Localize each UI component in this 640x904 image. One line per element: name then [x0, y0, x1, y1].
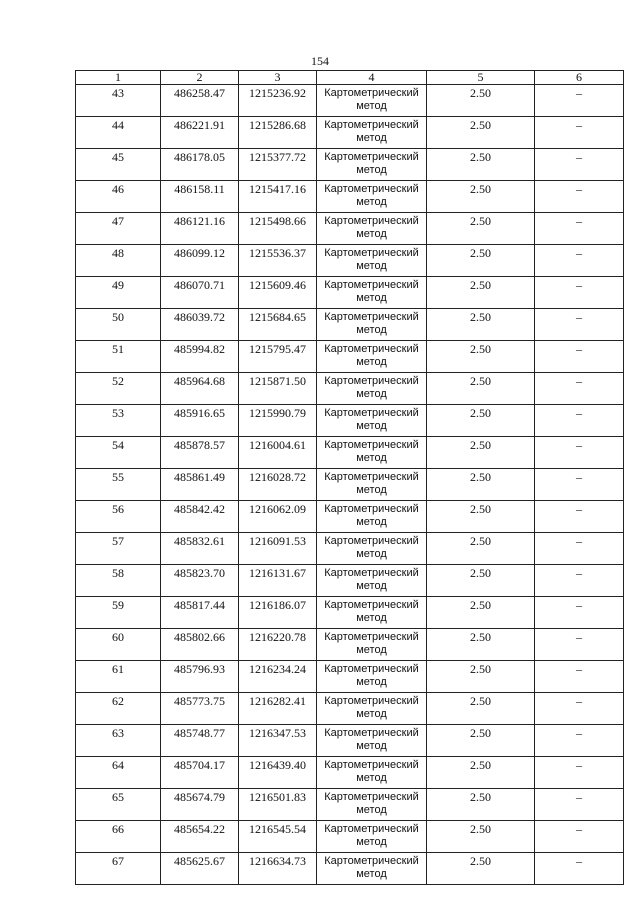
method-text: Картометрический — [324, 759, 419, 771]
table-row — [76, 149, 624, 181]
table-row — [76, 405, 624, 437]
y-coordinate-cell: 1215684.65 — [239, 309, 317, 341]
note-cell: – — [535, 309, 624, 341]
note-cell: – — [535, 853, 624, 885]
point-number-cell: 58 — [76, 565, 161, 597]
y-coordinate-cell: 1216545.54 — [239, 821, 317, 853]
note-cell: – — [535, 85, 624, 117]
method-text: Картометрический — [324, 855, 419, 867]
point-number-cell: 62 — [76, 693, 161, 725]
x-coordinate-cell: 485796.93 — [161, 661, 239, 693]
x-coordinate-cell: 485817.44 — [161, 597, 239, 629]
method-text: Картометрический — [324, 247, 419, 259]
point-number-cell: 51 — [76, 341, 161, 373]
table-row — [76, 501, 624, 533]
method-cell — [317, 469, 427, 501]
method-text: метод — [356, 708, 387, 720]
method-cell — [317, 405, 427, 437]
accuracy-cell: 2.50 — [427, 149, 535, 181]
method-text: метод — [356, 580, 387, 592]
method-text: Картометрический — [324, 727, 419, 739]
method-text: Картометрический — [324, 663, 419, 675]
accuracy-cell: 2.50 — [427, 565, 535, 597]
x-coordinate-cell: 485802.66 — [161, 629, 239, 661]
table-row — [76, 85, 624, 117]
y-coordinate-cell: 1216282.41 — [239, 693, 317, 725]
accuracy-cell: 2.50 — [427, 245, 535, 277]
y-coordinate-cell: 1216091.53 — [239, 533, 317, 565]
point-number-cell: 50 — [76, 309, 161, 341]
y-coordinate-cell: 1215286.68 — [239, 117, 317, 149]
note-cell: – — [535, 725, 624, 757]
method-text: метод — [356, 100, 387, 112]
point-number-cell: 46 — [76, 181, 161, 213]
point-number-cell: 64 — [76, 757, 161, 789]
note-cell: – — [535, 629, 624, 661]
method-text: Картометрический — [324, 823, 419, 835]
method-text: метод — [356, 772, 387, 784]
note-cell: – — [535, 533, 624, 565]
method-text: метод — [356, 740, 387, 752]
y-coordinate-cell: 1216004.61 — [239, 437, 317, 469]
method-text: Картометрический — [324, 215, 419, 227]
x-coordinate-cell: 486258.47 — [161, 85, 239, 117]
method-text: метод — [356, 420, 387, 432]
method-text: метод — [356, 356, 387, 368]
x-coordinate-cell: 485916.65 — [161, 405, 239, 437]
method-text: Картометрический — [324, 343, 419, 355]
x-coordinate-cell: 485964.68 — [161, 373, 239, 405]
table-row — [76, 533, 624, 565]
accuracy-cell: 2.50 — [427, 757, 535, 789]
y-coordinate-cell: 1216634.73 — [239, 853, 317, 885]
method-text: метод — [356, 260, 387, 272]
note-cell: – — [535, 213, 624, 245]
note-cell: – — [535, 693, 624, 725]
accuracy-cell: 2.50 — [427, 693, 535, 725]
note-cell: – — [535, 597, 624, 629]
table-row — [76, 341, 624, 373]
point-number-cell: 52 — [76, 373, 161, 405]
method-text: Картометрический — [324, 375, 419, 387]
table-row — [76, 181, 624, 213]
note-cell: – — [535, 405, 624, 437]
x-coordinate-cell: 486221.91 — [161, 117, 239, 149]
accuracy-cell: 2.50 — [427, 629, 535, 661]
y-coordinate-cell: 1215795.47 — [239, 341, 317, 373]
table-row — [76, 309, 624, 341]
x-coordinate-cell: 486121.16 — [161, 213, 239, 245]
x-coordinate-cell: 486099.12 — [161, 245, 239, 277]
accuracy-cell: 2.50 — [427, 821, 535, 853]
note-cell: – — [535, 117, 624, 149]
method-cell — [317, 533, 427, 565]
note-cell: – — [535, 277, 624, 309]
accuracy-cell: 2.50 — [427, 85, 535, 117]
method-text: метод — [356, 164, 387, 176]
accuracy-cell: 2.50 — [427, 341, 535, 373]
note-cell: – — [535, 341, 624, 373]
method-text: метод — [356, 516, 387, 528]
accuracy-cell: 2.50 — [427, 725, 535, 757]
y-coordinate-cell: 1215609.46 — [239, 277, 317, 309]
table-row — [76, 661, 624, 693]
method-text: Картометрический — [324, 311, 419, 323]
note-cell: – — [535, 661, 624, 693]
note-cell: – — [535, 373, 624, 405]
point-number-cell: 47 — [76, 213, 161, 245]
x-coordinate-cell: 485704.17 — [161, 757, 239, 789]
method-cell — [317, 149, 427, 181]
x-coordinate-cell: 485878.57 — [161, 437, 239, 469]
x-coordinate-cell: 485994.82 — [161, 341, 239, 373]
y-coordinate-cell: 1215417.16 — [239, 181, 317, 213]
point-number-cell: 43 — [76, 85, 161, 117]
x-coordinate-cell: 485861.49 — [161, 469, 239, 501]
accuracy-cell: 2.50 — [427, 469, 535, 501]
accuracy-cell: 2.50 — [427, 213, 535, 245]
method-text: метод — [356, 292, 387, 304]
method-text: метод — [356, 228, 387, 240]
x-coordinate-cell: 486039.72 — [161, 309, 239, 341]
point-number-cell: 59 — [76, 597, 161, 629]
accuracy-cell: 2.50 — [427, 789, 535, 821]
point-number-cell: 65 — [76, 789, 161, 821]
method-text: Картометрический — [324, 567, 419, 579]
table-row — [76, 565, 624, 597]
method-text: метод — [356, 324, 387, 336]
table-row — [76, 821, 624, 853]
method-text: метод — [356, 196, 387, 208]
accuracy-cell: 2.50 — [427, 277, 535, 309]
column-header: 4 — [317, 71, 427, 85]
method-text: метод — [356, 836, 387, 848]
method-text: Картометрический — [324, 183, 419, 195]
table-row — [76, 245, 624, 277]
method-text: метод — [356, 452, 387, 464]
table-row — [76, 693, 624, 725]
method-text: Картометрический — [324, 631, 419, 643]
note-cell: – — [535, 469, 624, 501]
table-row — [76, 437, 624, 469]
method-text: Картометрический — [324, 87, 419, 99]
y-coordinate-cell: 1216347.53 — [239, 725, 317, 757]
accuracy-cell: 2.50 — [427, 853, 535, 885]
accuracy-cell: 2.50 — [427, 437, 535, 469]
y-coordinate-cell: 1216501.83 — [239, 789, 317, 821]
point-number-cell: 49 — [76, 277, 161, 309]
point-number-cell: 45 — [76, 149, 161, 181]
note-cell: – — [535, 501, 624, 533]
table-row — [76, 789, 624, 821]
table-row — [76, 469, 624, 501]
column-header: 6 — [535, 71, 624, 85]
method-text: Картометрический — [324, 407, 419, 419]
method-text: метод — [356, 388, 387, 400]
point-number-cell: 55 — [76, 469, 161, 501]
method-cell — [317, 693, 427, 725]
note-cell: – — [535, 245, 624, 277]
method-text: Картометрический — [324, 151, 419, 163]
method-cell — [317, 757, 427, 789]
method-text: Картометрический — [324, 279, 419, 291]
method-cell — [317, 277, 427, 309]
accuracy-cell: 2.50 — [427, 533, 535, 565]
table-header-row — [76, 71, 624, 85]
table-row — [76, 853, 624, 885]
y-coordinate-cell: 1216220.78 — [239, 629, 317, 661]
point-number-cell: 60 — [76, 629, 161, 661]
method-text: Картометрический — [324, 599, 419, 611]
method-text: Картометрический — [324, 695, 419, 707]
method-text: метод — [356, 484, 387, 496]
method-cell — [317, 597, 427, 629]
y-coordinate-cell: 1215498.66 — [239, 213, 317, 245]
accuracy-cell: 2.50 — [427, 181, 535, 213]
x-coordinate-cell: 485625.67 — [161, 853, 239, 885]
x-coordinate-cell: 485654.22 — [161, 821, 239, 853]
method-cell — [317, 565, 427, 597]
method-cell — [317, 373, 427, 405]
point-number-cell: 54 — [76, 437, 161, 469]
method-cell — [317, 85, 427, 117]
method-cell — [317, 245, 427, 277]
accuracy-cell: 2.50 — [427, 309, 535, 341]
method-text: Картометрический — [324, 791, 419, 803]
accuracy-cell: 2.50 — [427, 117, 535, 149]
y-coordinate-cell: 1215871.50 — [239, 373, 317, 405]
method-cell — [317, 661, 427, 693]
x-coordinate-cell: 485748.77 — [161, 725, 239, 757]
column-header: 3 — [239, 71, 317, 85]
point-number-cell: 66 — [76, 821, 161, 853]
x-coordinate-cell: 486158.11 — [161, 181, 239, 213]
y-coordinate-cell: 1216028.72 — [239, 469, 317, 501]
table-row — [76, 373, 624, 405]
method-cell — [317, 725, 427, 757]
table-row — [76, 725, 624, 757]
method-cell — [317, 789, 427, 821]
accuracy-cell: 2.50 — [427, 597, 535, 629]
method-cell — [317, 213, 427, 245]
column-header: 5 — [427, 71, 535, 85]
method-cell — [317, 437, 427, 469]
table-row — [76, 277, 624, 309]
method-text: метод — [356, 804, 387, 816]
point-number-cell: 44 — [76, 117, 161, 149]
point-number-cell: 57 — [76, 533, 161, 565]
method-text: метод — [356, 548, 387, 560]
method-text: метод — [356, 868, 387, 880]
x-coordinate-cell: 485832.61 — [161, 533, 239, 565]
note-cell: – — [535, 565, 624, 597]
table-row — [76, 757, 624, 789]
point-number-cell: 53 — [76, 405, 161, 437]
x-coordinate-cell: 485823.70 — [161, 565, 239, 597]
accuracy-cell: 2.50 — [427, 661, 535, 693]
method-text: метод — [356, 132, 387, 144]
column-header: 1 — [76, 71, 161, 85]
note-cell: – — [535, 437, 624, 469]
method-cell — [317, 309, 427, 341]
table-row — [76, 629, 624, 661]
note-cell: – — [535, 789, 624, 821]
method-text: Картометрический — [324, 503, 419, 515]
point-number-cell: 67 — [76, 853, 161, 885]
y-coordinate-cell: 1216186.07 — [239, 597, 317, 629]
method-cell — [317, 821, 427, 853]
coordinates-table — [75, 70, 624, 885]
method-cell — [317, 501, 427, 533]
method-text: метод — [356, 612, 387, 624]
point-number-cell: 63 — [76, 725, 161, 757]
method-cell — [317, 117, 427, 149]
y-coordinate-cell: 1216234.24 — [239, 661, 317, 693]
note-cell: – — [535, 181, 624, 213]
x-coordinate-cell: 485842.42 — [161, 501, 239, 533]
y-coordinate-cell: 1216131.67 — [239, 565, 317, 597]
note-cell: – — [535, 757, 624, 789]
accuracy-cell: 2.50 — [427, 405, 535, 437]
method-text: Картометрический — [324, 471, 419, 483]
x-coordinate-cell: 485773.75 — [161, 693, 239, 725]
point-number-cell: 48 — [76, 245, 161, 277]
x-coordinate-cell: 486070.71 — [161, 277, 239, 309]
table-row — [76, 117, 624, 149]
method-cell — [317, 853, 427, 885]
y-coordinate-cell: 1215990.79 — [239, 405, 317, 437]
y-coordinate-cell: 1216439.40 — [239, 757, 317, 789]
y-coordinate-cell: 1216062.09 — [239, 501, 317, 533]
table-row — [76, 213, 624, 245]
y-coordinate-cell: 1215536.37 — [239, 245, 317, 277]
note-cell: – — [535, 821, 624, 853]
accuracy-cell: 2.50 — [427, 501, 535, 533]
table-row — [76, 597, 624, 629]
method-cell — [317, 181, 427, 213]
method-text: метод — [356, 644, 387, 656]
page-number: 154 — [311, 54, 329, 68]
method-text: Картометрический — [324, 439, 419, 451]
point-number-cell: 61 — [76, 661, 161, 693]
y-coordinate-cell: 1215377.72 — [239, 149, 317, 181]
method-cell — [317, 629, 427, 661]
method-text: Картометрический — [324, 119, 419, 131]
column-header: 2 — [161, 71, 239, 85]
method-text: метод — [356, 676, 387, 688]
point-number-cell: 56 — [76, 501, 161, 533]
accuracy-cell: 2.50 — [427, 373, 535, 405]
method-text: Картометрический — [324, 535, 419, 547]
x-coordinate-cell: 485674.79 — [161, 789, 239, 821]
x-coordinate-cell: 486178.05 — [161, 149, 239, 181]
y-coordinate-cell: 1215236.92 — [239, 85, 317, 117]
note-cell: – — [535, 149, 624, 181]
method-cell — [317, 341, 427, 373]
